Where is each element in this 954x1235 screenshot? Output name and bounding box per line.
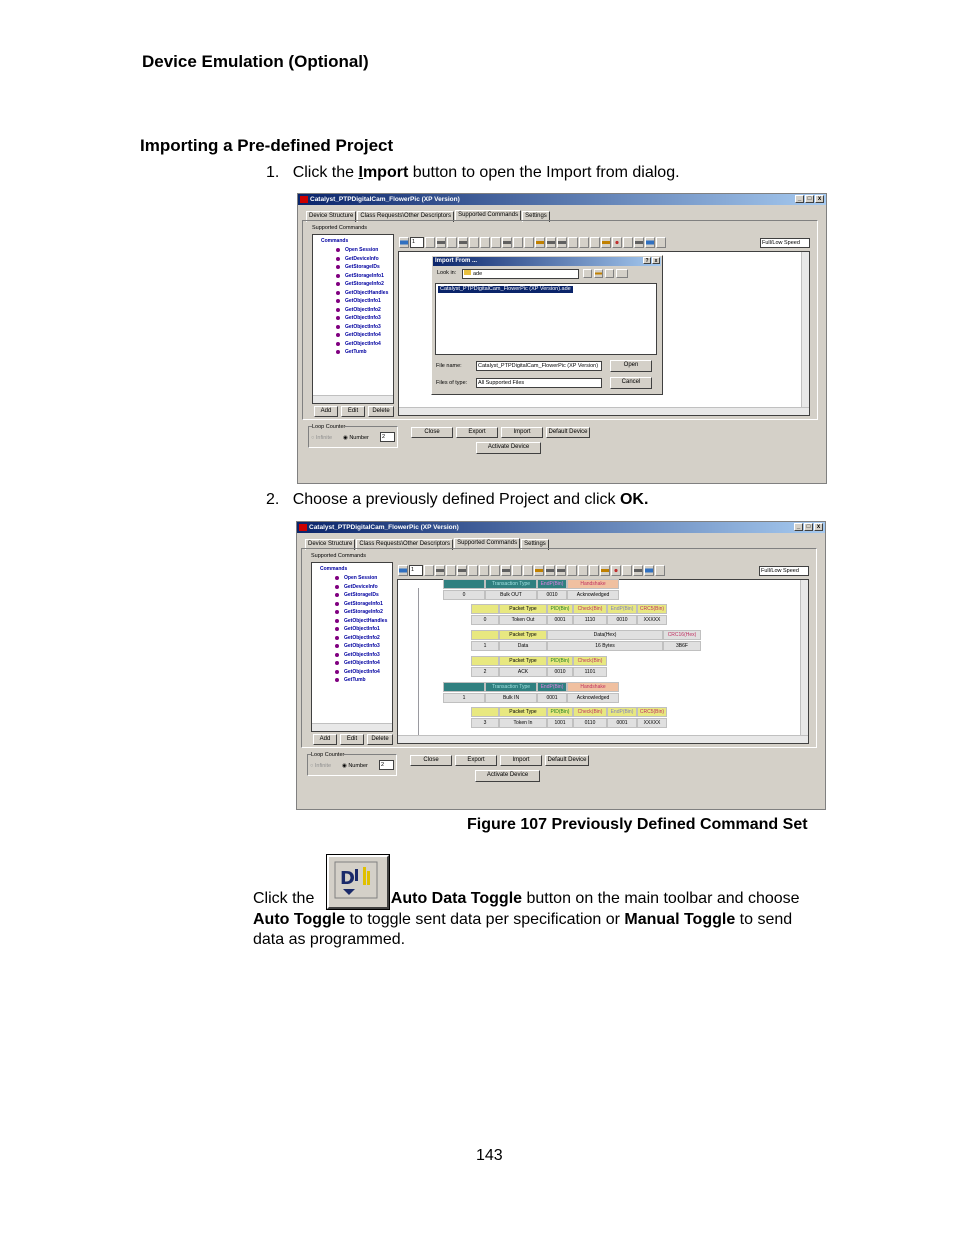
look-in-select[interactable]: ade <box>462 269 579 279</box>
tab-settings[interactable]: Settings <box>522 211 550 222</box>
filter-icon[interactable] <box>524 237 534 248</box>
loop-counter-label: Loop Counter <box>311 752 345 758</box>
main-toolbar <box>398 565 665 578</box>
section-header: Device Emulation (Optional) <box>142 52 369 71</box>
maximize-button[interactable]: □ <box>804 523 813 531</box>
file-type-select[interactable]: All Supported Files <box>476 378 602 388</box>
tree-item[interactable]: GetStorageInfo2 <box>345 281 384 287</box>
grid-cell[interactable]: 1 <box>443 693 485 703</box>
settings-icon[interactable] <box>567 565 577 576</box>
tree-hscrollbar[interactable] <box>313 395 393 403</box>
zoom-in-icon[interactable] <box>579 237 589 248</box>
tree-hscrollbar[interactable] <box>312 723 392 731</box>
close-button[interactable]: Close <box>410 755 452 766</box>
refresh-icon[interactable] <box>491 237 501 248</box>
export-button[interactable]: Export <box>456 427 498 438</box>
command-tree[interactable] <box>311 562 393 732</box>
grid-header: CRC5(Bin) <box>637 707 667 717</box>
minimize-button[interactable]: _ <box>794 523 803 531</box>
file-type-label: Files of type: <box>436 380 468 386</box>
grid-cell[interactable]: Acknowledged <box>567 693 619 703</box>
tree-item[interactable]: GetObjectInfo3 <box>345 323 381 330</box>
loop-counter-label: Loop Counter <box>312 424 346 430</box>
grid-cell[interactable]: Data <box>499 641 547 651</box>
help-button[interactable]: ? <box>643 257 651 264</box>
auto-data-toggle-icon[interactable] <box>600 565 610 576</box>
up-folder-icon[interactable] <box>594 269 603 278</box>
transaction-icon[interactable] <box>443 682 485 692</box>
tree-item[interactable]: GetObjectInfo3 <box>345 315 381 321</box>
grid-header: Check(Bin) <box>573 707 607 717</box>
grid-header: Check(Bin) <box>573 604 607 614</box>
tree-item[interactable]: GetObjectInfo1 <box>344 626 380 632</box>
look-in-label: Look in: <box>437 270 457 276</box>
close-button[interactable]: Close <box>411 427 453 438</box>
tree-item[interactable]: GetDeviceInfo <box>344 583 378 590</box>
tab-device-structure[interactable]: Device Structure <box>305 539 355 550</box>
sort-icon[interactable] <box>513 237 523 248</box>
tree-item[interactable]: GetObjectInfo1 <box>345 298 381 304</box>
command-tree[interactable] <box>312 234 394 404</box>
move-up-icon[interactable] <box>424 565 434 576</box>
subsection-title: Importing a Pre-defined Project <box>140 136 394 155</box>
close-dialog-button[interactable]: x <box>652 257 660 264</box>
undo-icon[interactable] <box>644 565 654 576</box>
open-button[interactable]: Open <box>610 360 652 372</box>
infinite-radio[interactable]: ○ Infinite <box>310 763 332 769</box>
new-folder-icon[interactable] <box>605 269 614 278</box>
grid-cell[interactable]: XXXXX <box>637 718 667 728</box>
main-toolbar <box>399 237 666 250</box>
grid-cell[interactable]: 3B6F <box>663 641 701 651</box>
repeat-field[interactable]: 1 <box>409 565 423 576</box>
import-dialog <box>431 255 663 395</box>
close-window-button[interactable]: x <box>814 523 823 531</box>
tree-item[interactable]: GetObjectInfo4 <box>345 340 381 347</box>
window-titlebar: Catalyst_PTPDigitalCam_FlowerPic (XP Version) _ □ x <box>298 194 826 205</box>
packet-icon[interactable] <box>471 656 499 666</box>
tree-item[interactable]: GetObjectInfo4 <box>344 660 380 666</box>
toggle-glyph-letter: D <box>340 868 355 889</box>
grid-cell[interactable]: XXXXX <box>637 615 667 625</box>
step-1: 1. Click the Import button to open the Import from dialog. <box>266 164 680 181</box>
folder-open-icon[interactable] <box>534 565 544 576</box>
stop-icon[interactable] <box>611 565 621 576</box>
tree-item[interactable]: GetStorageInfo1 <box>344 600 383 607</box>
tree-item[interactable]: GetStorageInfo2 <box>344 609 383 615</box>
grid-header: Packet Type <box>499 630 547 640</box>
default-device-button[interactable]: Default Device <box>546 427 590 438</box>
expand-icon[interactable] <box>469 237 479 248</box>
tree-item[interactable]: GetObjectInfo2 <box>344 634 380 641</box>
grid-header: Check(Bin) <box>573 656 607 666</box>
zoom-out-icon[interactable] <box>590 237 600 248</box>
zoom-in-icon[interactable] <box>578 565 588 576</box>
tree-item[interactable]: GetDeviceInfo <box>345 255 379 262</box>
move-up-icon[interactable] <box>425 237 435 248</box>
grid-header: Handshake <box>567 682 619 692</box>
merge-icon[interactable] <box>458 237 468 248</box>
tree-item[interactable]: GetStorageInfo1 <box>345 272 384 279</box>
file-item[interactable]: Catalyst_PTPDigitalCam_FlowerPic (XP Version).ade <box>440 286 571 292</box>
tree-item[interactable]: GetStorageIDs <box>345 264 380 270</box>
edit-button[interactable]: Edit <box>341 406 365 417</box>
maximize-button[interactable]: □ <box>805 195 814 203</box>
repeat-field[interactable]: 1 <box>410 237 424 248</box>
filter-icon[interactable] <box>523 565 533 576</box>
page-number: 143 <box>476 1147 503 1164</box>
tree-item[interactable]: GetTumb <box>345 349 367 355</box>
close-window-button[interactable]: x <box>815 195 824 203</box>
tab-class-requests[interactable]: Class Requests\Other Descriptors <box>356 539 453 550</box>
print-icon[interactable] <box>634 237 644 248</box>
tab-device-structure[interactable]: Device Structure <box>306 211 356 222</box>
grid-header: PID(Bin) <box>547 604 573 614</box>
tree-item[interactable]: GetObjectInfo4 <box>345 332 381 338</box>
grid-header: Packet Type <box>499 707 547 717</box>
packet-icon[interactable] <box>471 604 499 614</box>
print-icon[interactable] <box>633 565 643 576</box>
tree-item[interactable]: Open Session <box>344 575 378 581</box>
grid-cell[interactable]: 1110 <box>573 615 607 625</box>
tree-item[interactable]: GetStorageIDs <box>344 592 379 598</box>
grid-cell[interactable]: ACK <box>499 667 547 677</box>
copy-icon[interactable] <box>556 565 566 576</box>
back-icon[interactable] <box>583 269 592 278</box>
import-button[interactable]: Import <box>501 427 543 438</box>
tree-item[interactable]: GetTumb <box>344 677 366 683</box>
grid-cell[interactable]: Token In <box>499 718 547 728</box>
grid-cell[interactable]: 0 <box>471 615 499 625</box>
grid-cell[interactable]: 0010 <box>607 615 637 625</box>
export-button[interactable]: Export <box>455 755 497 766</box>
tab-class-requests[interactable]: Class Requests\Other Descriptors <box>357 211 454 222</box>
speed-select[interactable]: Full/Low Speed <box>759 566 809 576</box>
grid-header: Transaction Type <box>485 682 537 692</box>
save-icon[interactable] <box>546 237 556 248</box>
collapse-icon[interactable] <box>480 237 490 248</box>
window-titlebar: Catalyst_PTPDigitalCam_FlowerPic (XP Version) _ □ x <box>297 522 825 533</box>
view-menu-icon[interactable] <box>616 269 628 278</box>
file-name-label: File name: <box>436 363 462 369</box>
add-button[interactable]: Add <box>313 734 337 745</box>
save-icon[interactable] <box>545 565 555 576</box>
tree-item[interactable]: GetObjectInfo2 <box>345 306 381 313</box>
split-icon[interactable] <box>446 565 456 576</box>
add-transaction-icon[interactable] <box>399 237 409 248</box>
grid-cell[interactable]: 0001 <box>547 615 573 625</box>
import-dialog-title: Import From ... ? x <box>433 257 661 266</box>
grid-cell[interactable]: Token Out <box>499 615 547 625</box>
packet-icon[interactable] <box>435 565 445 576</box>
trigger-icon[interactable] <box>622 565 632 576</box>
grid-cell[interactable]: Bulk OUT <box>485 590 537 600</box>
group-label: Supported Commands <box>311 553 367 559</box>
tree-item[interactable]: GetObjectInfo3 <box>344 643 380 649</box>
auto-data-toggle-icon[interactable] <box>601 237 611 248</box>
delete-button[interactable]: Delete <box>368 406 394 417</box>
stop-icon[interactable] <box>612 237 622 248</box>
grid-cell[interactable]: 0110 <box>573 718 607 728</box>
delete-button[interactable]: Delete <box>367 734 393 745</box>
connector-line <box>418 588 442 738</box>
tree-root-commands[interactable]: Commands <box>321 238 349 244</box>
tree-item[interactable]: GetObjectInfo4 <box>344 668 380 675</box>
refresh-icon[interactable] <box>490 565 500 576</box>
grid-header: Packet Type <box>499 604 547 614</box>
screenshot-import-dialog <box>297 193 827 484</box>
grid-header: Transaction Type <box>485 579 537 589</box>
infinite-radio[interactable]: ○ Infinite <box>311 435 333 441</box>
file-list[interactable] <box>435 283 657 355</box>
group-label: Supported Commands <box>312 225 368 231</box>
grid-cell[interactable]: 16 Bytes <box>547 641 663 651</box>
grid-cell[interactable]: 1001 <box>547 718 573 728</box>
transaction-icon[interactable] <box>443 579 485 589</box>
add-transaction-icon[interactable] <box>398 565 408 576</box>
figure-caption: Figure 107 Previously Defined Command Set <box>467 816 808 833</box>
instruction-paragraph: Click the Auto Data Toggle button on the main toolbar and choose Auto Toggle to toggle sent data per specification or Manual Toggle to send data as programmed. <box>253 890 800 948</box>
tree-item[interactable]: GetObjectHandles <box>345 289 389 296</box>
grid-header: EndP(Bin) <box>607 707 637 717</box>
find-icon[interactable] <box>501 565 511 576</box>
folder-icon <box>464 270 471 275</box>
cancel-button[interactable]: Cancel <box>610 377 652 389</box>
grid-header: PID(Bin) <box>547 656 573 666</box>
loop-number-field[interactable]: 2 <box>380 432 395 442</box>
step-2: 2. Choose a previously defined Project and click OK. <box>266 491 649 508</box>
import-button[interactable]: Import <box>500 755 542 766</box>
zoom-out-icon[interactable] <box>589 565 599 576</box>
find-icon[interactable] <box>502 237 512 248</box>
transaction-vscrollbar[interactable] <box>801 252 809 407</box>
grid-cell[interactable]: 0 <box>443 590 485 600</box>
packet-icon[interactable] <box>436 237 446 248</box>
collapse-icon[interactable] <box>479 565 489 576</box>
grid-header: EndP(Bin) <box>537 579 567 589</box>
tree-item[interactable]: Open Session <box>345 247 379 253</box>
transaction-hscrollbar[interactable] <box>399 407 809 415</box>
grid-header: EndP(Bin) <box>607 604 637 614</box>
trigger-icon[interactable] <box>623 237 633 248</box>
minimize-button[interactable]: _ <box>795 195 804 203</box>
grid-cell[interactable]: 2 <box>471 667 499 677</box>
tab-settings[interactable]: Settings <box>521 539 549 550</box>
grid-cell[interactable]: 1 <box>471 641 499 651</box>
settings-icon[interactable] <box>568 237 578 248</box>
app-logo-icon <box>299 524 307 531</box>
loop-number-field[interactable]: 2 <box>379 760 394 770</box>
activate-device-button[interactable]: Activate Device <box>475 770 540 782</box>
tab-supported-commands[interactable]: Supported Commands <box>454 538 520 549</box>
packet-icon[interactable] <box>471 707 499 717</box>
redo-icon[interactable] <box>656 237 666 248</box>
tree-root-commands[interactable]: Commands <box>320 566 348 572</box>
merge-icon[interactable] <box>457 565 467 576</box>
sort-icon[interactable] <box>512 565 522 576</box>
tab-supported-commands[interactable]: Supported Commands <box>455 210 521 221</box>
number-radio[interactable]: ◉ Number <box>343 435 369 441</box>
packet-icon[interactable] <box>471 630 499 640</box>
grid-header: PID(Bin) <box>547 707 573 717</box>
copy-icon[interactable] <box>557 237 567 248</box>
default-device-button[interactable]: Default Device <box>545 755 589 766</box>
grid-header: CRC16(Hex) <box>663 630 701 640</box>
grid-header: Packet Type <box>499 656 547 666</box>
grid-cell[interactable]: 0001 <box>537 693 567 703</box>
file-name-field[interactable]: Catalyst_PTPDigitalCam_FlowerPic (XP Version) <box>476 361 602 371</box>
activate-device-button[interactable]: Activate Device <box>476 442 541 454</box>
grid-cell[interactable]: 1101 <box>573 667 607 677</box>
grid-cell[interactable]: 0010 <box>537 590 567 600</box>
split-icon[interactable] <box>447 237 457 248</box>
number-radio[interactable]: ◉ Number <box>342 763 368 769</box>
grid-cell[interactable]: 0010 <box>547 667 573 677</box>
transaction-hscrollbar[interactable] <box>398 735 808 743</box>
tree-item[interactable]: GetObjectHandles <box>344 617 388 624</box>
screenshot-command-set <box>296 521 826 810</box>
grid-cell[interactable]: 0001 <box>607 718 637 728</box>
app-logo-icon <box>300 196 308 203</box>
undo-icon[interactable] <box>645 237 655 248</box>
add-button[interactable]: Add <box>314 406 338 417</box>
grid-cell[interactable]: Bulk IN <box>485 693 537 703</box>
redo-icon[interactable] <box>655 565 665 576</box>
expand-icon[interactable] <box>468 565 478 576</box>
edit-button[interactable]: Edit <box>340 734 364 745</box>
speed-select[interactable]: Full/Low Speed <box>760 238 810 248</box>
grid-cell[interactable]: 3 <box>471 718 499 728</box>
grid-cell[interactable]: Acknowledged <box>567 590 619 600</box>
grid-header: CRC5(Bin) <box>637 604 667 614</box>
tree-item[interactable]: GetObjectInfo3 <box>344 651 380 658</box>
folder-open-icon[interactable] <box>535 237 545 248</box>
grid-header: Data(Hex) <box>547 630 663 640</box>
grid-header: EndP(Bin) <box>537 682 567 692</box>
transaction-vscrollbar[interactable] <box>800 580 808 735</box>
grid-header: Handshake <box>567 579 619 589</box>
